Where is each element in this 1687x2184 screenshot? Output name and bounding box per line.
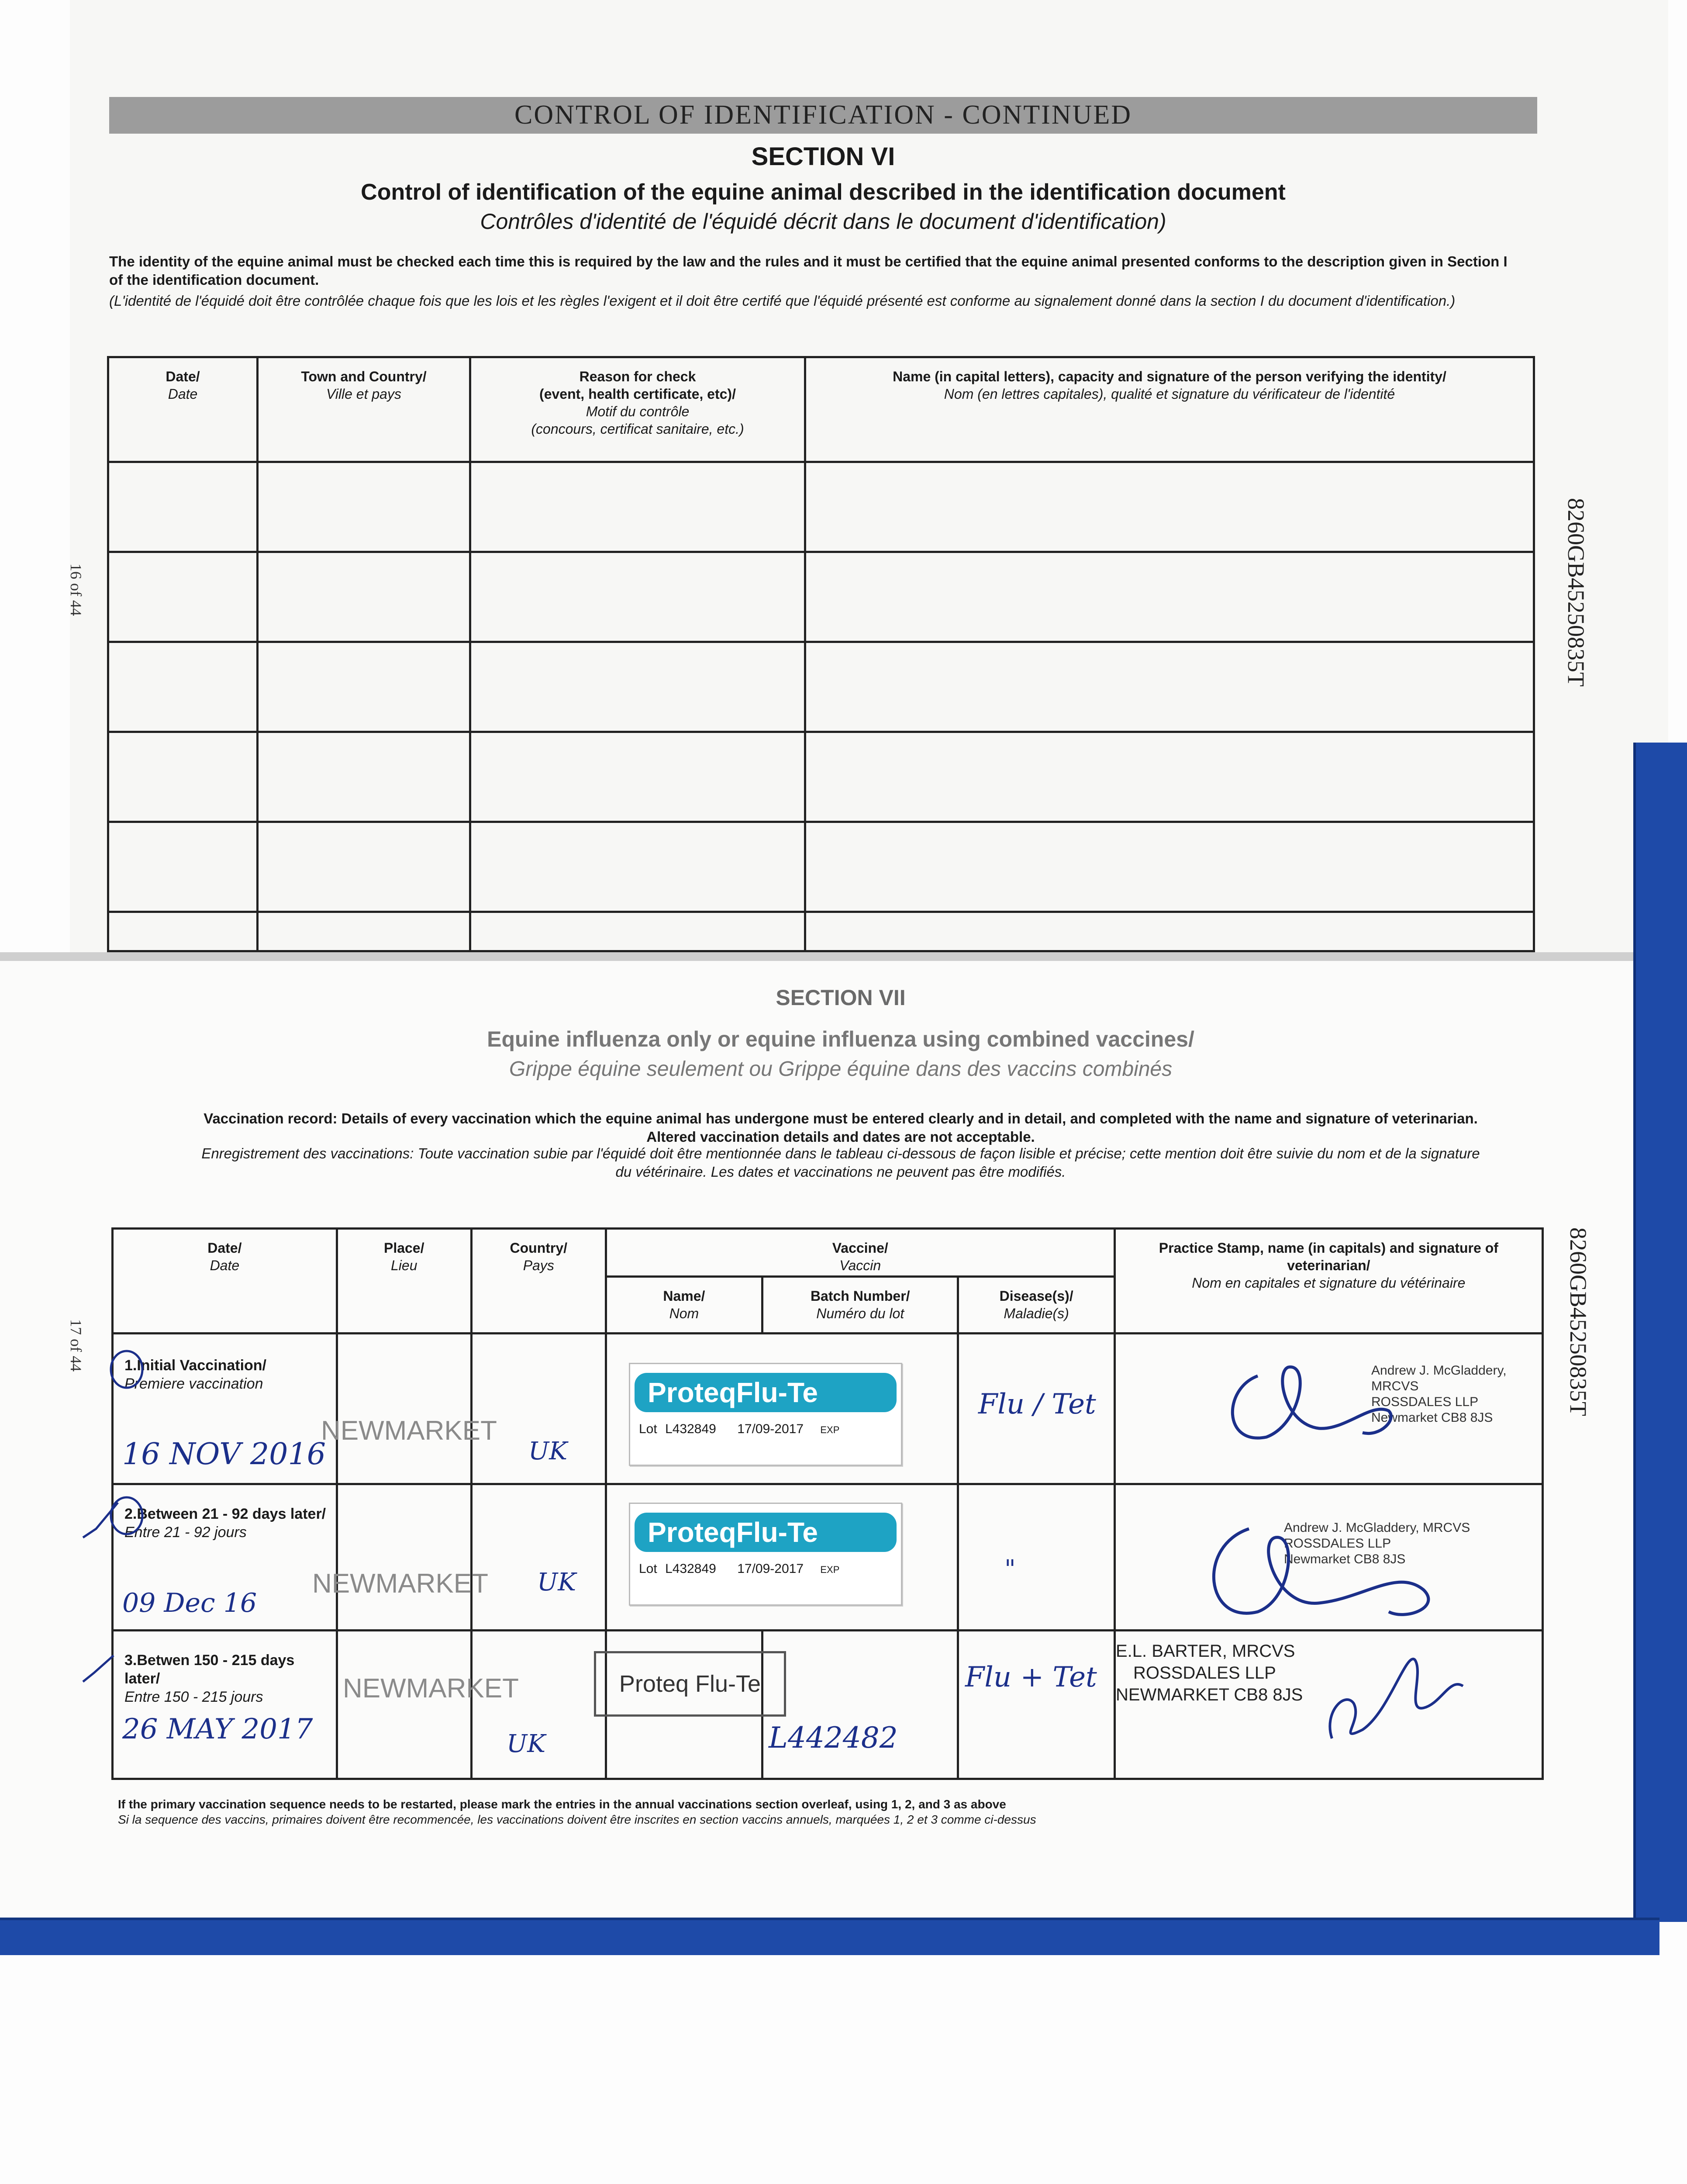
section6-subtitle-en: Control of identification of the equine animal described in the identification document bbox=[361, 180, 1286, 205]
row2-exp-label: EXP bbox=[820, 1564, 840, 1575]
col-town-country: Town and Country/ Ville et pays bbox=[258, 357, 470, 462]
section6-subtitle-fr: Contrôles d'identité de l'équidé décrit dans le document d'identification) bbox=[480, 209, 1166, 234]
table-cell[interactable] bbox=[258, 642, 470, 732]
row2-signature-icon bbox=[1179, 1503, 1485, 1634]
page-number-17: 17 of 44 bbox=[67, 1319, 85, 1372]
table-cell[interactable] bbox=[470, 462, 805, 552]
row3-place-cell[interactable] bbox=[337, 1631, 471, 1779]
row3-number: 3. bbox=[124, 1652, 137, 1669]
row3-vaccine-stamp: Proteq Flu-Te bbox=[594, 1651, 786, 1717]
row3-label-en: Betwen 150 - 215 days later/ bbox=[124, 1652, 295, 1687]
table-row bbox=[108, 552, 1534, 642]
row3-place-stamp: NEWMARKET bbox=[343, 1673, 519, 1704]
table-cell[interactable] bbox=[258, 552, 470, 642]
table-cell[interactable] bbox=[108, 822, 258, 912]
table-cell[interactable] bbox=[470, 822, 805, 912]
table-cell[interactable] bbox=[108, 462, 258, 552]
row2-number: 2. bbox=[124, 1506, 137, 1522]
col-reason: Reason for check (event, health certificate, etc)/ Motif du contrôle (concours, certificat sanitaire, etc.) bbox=[470, 357, 805, 462]
table-cell[interactable] bbox=[470, 912, 805, 951]
col-country: Country/ Pays bbox=[471, 1229, 606, 1334]
row1-label bbox=[124, 1356, 334, 1393]
table-cell[interactable] bbox=[805, 462, 1534, 552]
row1-lot: L432849 bbox=[665, 1422, 716, 1436]
row1-label-fr: Premiere vaccination bbox=[124, 1375, 263, 1392]
table-cell[interactable] bbox=[258, 732, 470, 822]
table-header-row bbox=[113, 1229, 1543, 1277]
row1-vaccine-sticker bbox=[629, 1363, 902, 1466]
row3-signature-icon bbox=[1306, 1625, 1480, 1756]
table-cell[interactable] bbox=[470, 732, 805, 822]
col-place: Place/ Lieu bbox=[337, 1229, 471, 1334]
row2-label-fr: Entre 21 - 92 jours bbox=[124, 1524, 247, 1541]
record-en-line1: Vaccination record: Details of every vaccination which the equine animal has undergone must be entered clearly and in detail, and completed with the name and signature of veterinarian. bbox=[204, 1110, 1478, 1127]
section6-heading: SECTION VI bbox=[751, 142, 895, 171]
row2-place-cell[interactable] bbox=[337, 1484, 471, 1631]
section7-subtitle-en: Equine influenza only or equine influenza using combined vaccines/ bbox=[487, 1027, 1194, 1051]
table-cell[interactable] bbox=[805, 642, 1534, 732]
table-cell[interactable] bbox=[108, 642, 258, 732]
row1-exp-label: EXP bbox=[820, 1424, 840, 1435]
section-banner: CONTROL OF IDENTIFICATION - CONTINUED bbox=[514, 100, 1132, 130]
row2-vaccine-brand: ProteqFlu-Te bbox=[635, 1513, 897, 1552]
row3-label-fr: Entre 150 - 215 jours bbox=[124, 1689, 263, 1705]
document-code-top: 8260GB45250835T bbox=[1563, 498, 1589, 687]
col-practice: Practice Stamp, name (in capitals) and signature of veterinarian/ Nom en capitales et signature du vétérinaire bbox=[1114, 1229, 1542, 1334]
vaccination-record-en bbox=[109, 1109, 1572, 1146]
record-fr-line2: du vétérinaire. Les dates et vaccinations ne peuvent pas être modifiés. bbox=[615, 1164, 1066, 1180]
row2-vet-practice: ROSSDALES LLP bbox=[1284, 1536, 1391, 1551]
col-date: Date/ Date bbox=[108, 357, 258, 462]
col-disease: Disease(s)/ Maladie(s) bbox=[958, 1277, 1114, 1334]
row2-disease-handwritten: " bbox=[1004, 1555, 1016, 1583]
row3-vet-practice: ROSSDALES LLP bbox=[1133, 1663, 1276, 1683]
section7-subtitle-fr: Grippe équine seulement ou Grippe équine dans des vaccins combinés bbox=[509, 1057, 1173, 1081]
table-cell[interactable] bbox=[258, 462, 470, 552]
row3-vet-stamp bbox=[1116, 1640, 1312, 1706]
row1-place-stamp: NEWMARKET bbox=[321, 1416, 497, 1446]
row1-lot-label: Lot bbox=[639, 1422, 657, 1436]
row3-country-handwritten: UK bbox=[507, 1730, 546, 1758]
col-vaccine: Vaccine/ Vaccin bbox=[606, 1229, 1114, 1277]
row2-vaccine-sticker bbox=[629, 1503, 902, 1606]
row1-number: 1. bbox=[124, 1357, 137, 1374]
passport-cover-edge bbox=[1633, 743, 1687, 1922]
table-cell[interactable] bbox=[470, 552, 805, 642]
table-cell[interactable] bbox=[805, 912, 1534, 951]
col-verifier: Name (in capital letters), capacity and signature of the person verifying the identity/ Nom (en lettres capitales), qualité et signature du vérificateur de l'identité bbox=[805, 357, 1534, 462]
row1-label-en: Initial Vaccination/ bbox=[137, 1357, 266, 1374]
row2-label-en: Between 21 - 92 days later/ bbox=[137, 1506, 326, 1522]
record-fr-line1: Enregistrement des vaccinations: Toute vaccination subie par l'équidé doit être mentionnée dans le tableau ci-dessous de façon lisible et précise; cette mention doit être suivie du nom et de la signature bbox=[201, 1145, 1480, 1161]
row3-date-handwritten: 26 MAY 2017 bbox=[122, 1713, 313, 1745]
table-cell[interactable] bbox=[805, 552, 1534, 642]
table-cell[interactable] bbox=[108, 912, 258, 951]
row1-country-handwritten: UK bbox=[528, 1437, 568, 1465]
row1-lot-line bbox=[639, 1422, 901, 1437]
section6-note-en: The identity of the equine animal must be checked each time this is required by the law and the rules and it must be certified that the equine animal presented conforms to the description given in Section I of the identification document. bbox=[109, 253, 1508, 288]
row3-disease-cell[interactable] bbox=[958, 1631, 1114, 1779]
footnote-en: If the primary vaccination sequence needs to be restarted, please mark the entries in the annual vaccinations section overleaf, using 1, 2, and 3 as above bbox=[118, 1797, 1006, 1811]
table-row bbox=[108, 912, 1534, 951]
col-vaccine-name: Name/ Nom bbox=[606, 1277, 762, 1334]
table-cell[interactable] bbox=[108, 732, 258, 822]
row2-disease-cell[interactable] bbox=[958, 1484, 1114, 1631]
vaccination-record-fr bbox=[109, 1144, 1572, 1181]
row2-lot-line bbox=[639, 1562, 901, 1576]
row3-label bbox=[124, 1651, 334, 1706]
row1-signature-icon bbox=[1205, 1337, 1424, 1450]
section7-heading: SECTION VII bbox=[776, 985, 906, 1010]
row1-vet-practice: ROSSDALES LLP bbox=[1371, 1395, 1479, 1409]
row2-country-cell[interactable] bbox=[471, 1484, 606, 1631]
col-batch: Batch Number/ Numéro du lot bbox=[762, 1277, 958, 1334]
row1-vet-address: Newmarket CB8 8JS bbox=[1371, 1410, 1493, 1425]
row3-batch-handwritten: L442482 bbox=[769, 1721, 898, 1755]
checkmarks-icon bbox=[79, 1337, 148, 1730]
row1-expiry: 17/09-2017 bbox=[737, 1422, 804, 1436]
section6-note-fr: (L'identité de l'équidé doit être contrôlée chaque fois que les lois et les règles l'exigent et il doit être certifé que l'équidé présenté est conforme au signalement donné dans la section I du document d'identification.) bbox=[109, 293, 1456, 309]
row3-disease-handwritten: Flu + Tet bbox=[965, 1661, 1097, 1693]
row2-vet-name: Andrew J. McGladdery, MRCVS bbox=[1284, 1521, 1470, 1535]
row1-vet-name: Andrew J. McGladdery, MRCVS bbox=[1371, 1363, 1507, 1393]
row2-lot: L432849 bbox=[665, 1562, 716, 1576]
row2-country-handwritten: UK bbox=[537, 1568, 576, 1597]
table-cell[interactable] bbox=[258, 822, 470, 912]
page-number-16: 16 of 44 bbox=[67, 563, 85, 616]
row1-date-handwritten: 16 NOV 2016 bbox=[122, 1437, 326, 1472]
row2-date-handwritten: 09 Dec 16 bbox=[122, 1588, 257, 1618]
row2-vet-address: Newmarket CB8 8JS bbox=[1284, 1552, 1406, 1566]
table-row bbox=[108, 642, 1534, 732]
table-cell[interactable] bbox=[470, 642, 805, 732]
footnote-fr: Si la sequence des vaccins, primaires doivent être recommencée, les vaccinations doivent être inscrites en section vaccins annuels, marquées 1, 2 et 3 comme ci-dessus bbox=[118, 1813, 1036, 1826]
row2-place-stamp: NEWMARKET bbox=[312, 1569, 488, 1599]
row3-vet-name: E.L. BARTER, MRCVS bbox=[1116, 1641, 1295, 1661]
row3-vet-address: NEWMARKET CB8 8JS bbox=[1116, 1685, 1303, 1704]
table-row bbox=[108, 462, 1534, 552]
passport-cover-bottom bbox=[0, 1918, 1659, 1955]
row3-batch-cell[interactable] bbox=[762, 1631, 958, 1779]
table-cell[interactable] bbox=[805, 822, 1534, 912]
record-en-line2: Altered vaccination details and dates are not acceptable. bbox=[646, 1129, 1035, 1145]
row1-disease-handwritten: Flu / Tet bbox=[978, 1388, 1096, 1420]
identity-check-table bbox=[107, 356, 1535, 952]
table-row bbox=[108, 822, 1534, 912]
row2-lot-label: Lot bbox=[639, 1562, 657, 1576]
row2-expiry: 17/09-2017 bbox=[737, 1562, 804, 1576]
table-header-row bbox=[108, 357, 1534, 462]
table-cell[interactable] bbox=[258, 912, 470, 951]
row2-label bbox=[124, 1505, 334, 1541]
row1-vaccine-brand: ProteqFlu-Te bbox=[635, 1373, 897, 1412]
table-cell[interactable] bbox=[805, 732, 1534, 822]
row1-place-cell[interactable] bbox=[337, 1334, 471, 1484]
table-row bbox=[108, 732, 1534, 822]
document-code-bottom: 8260GB45250835T bbox=[1565, 1227, 1591, 1416]
col-date: Date/ Date bbox=[113, 1229, 337, 1334]
table-cell[interactable] bbox=[108, 552, 258, 642]
